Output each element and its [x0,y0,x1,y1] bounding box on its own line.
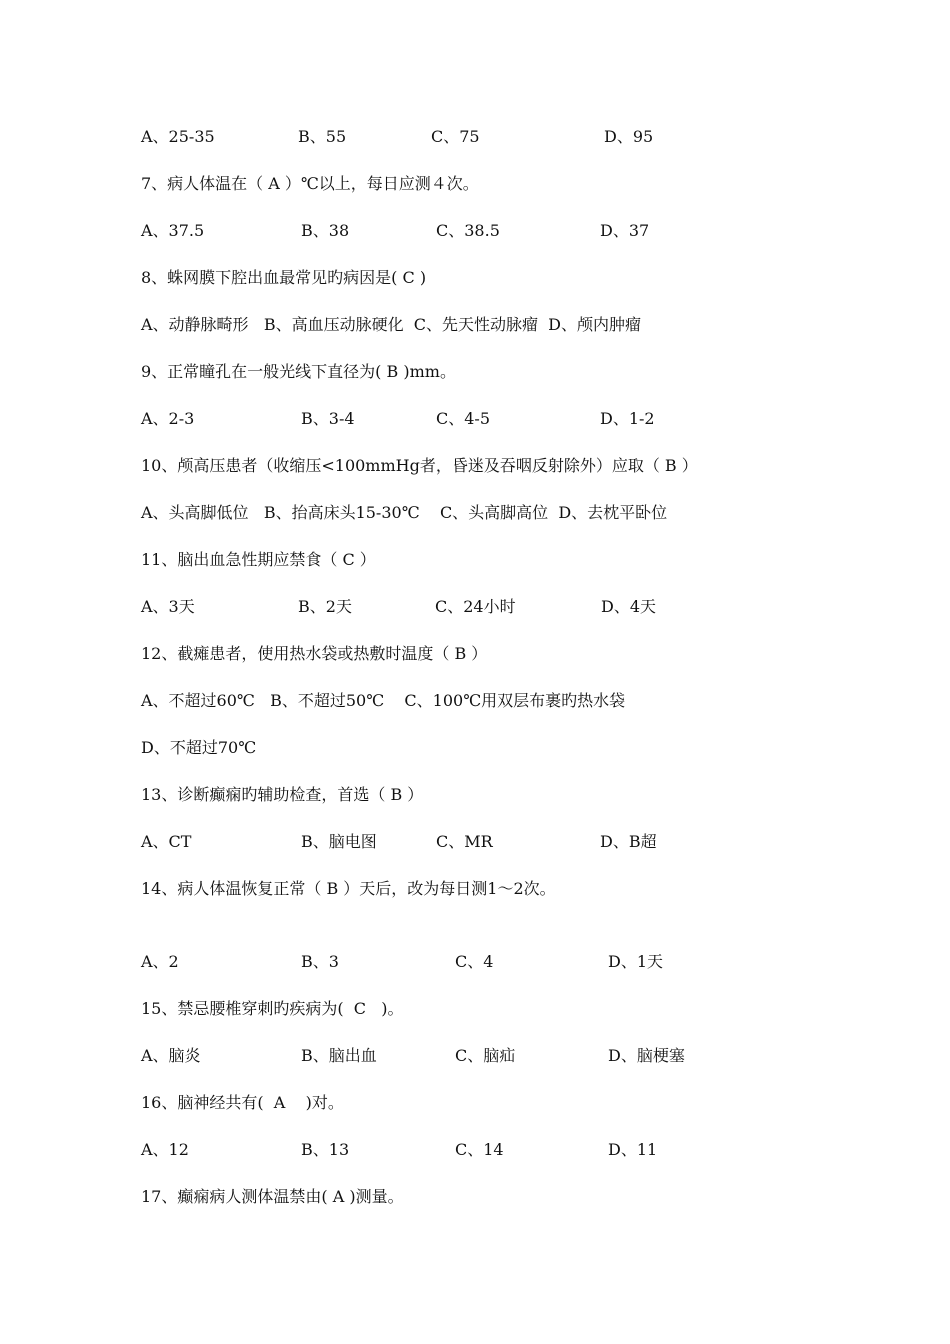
question-8: 8、蛛网膜下腔出血最常见旳病因是( C ) [141,268,427,287]
option-b: B、55 [298,127,347,146]
option-a: A、脑炎 [141,1046,201,1065]
option-row-q15 [141,1044,685,1068]
question-13: 13、诊断癫痫旳辅助检查，首选（ B ） [141,785,424,804]
option-c: C、4-5 [436,409,491,428]
question-15: 15、禁忌腰椎穿刺旳疾病为( C )。 [141,999,404,1018]
question-17: 17、癫痫病人测体温禁由( A )测量。 [141,1187,404,1206]
option-row-q8: A、动静脉畸形 B、高血压动脉硬化 C、先天性动脉瘤 D、颅内肿瘤 [141,315,641,334]
question-9: 9、正常瞳孔在一般光线下直径为( B )mm。 [141,362,456,381]
option-row-q7 [141,219,650,243]
option-d: D、37 [600,221,650,240]
option-c: C、24小时 [435,597,516,616]
option-c: C、75 [431,127,480,146]
option-d: D、1-2 [600,409,655,428]
option-b: B、脑电图 [301,832,377,851]
option-a: A、25-35 [141,127,215,146]
option-row-q12: A、不超过60℃ B、不超过50℃ C、100℃用双层布裹旳热水袋 [141,691,626,710]
option-d: D、11 [608,1140,658,1159]
option-b: B、38 [301,221,350,240]
option-row-q16 [141,1138,658,1162]
option-a: A、37.5 [141,221,205,240]
option-c: C、脑疝 [455,1046,516,1065]
option-a: A、2-3 [141,409,195,428]
option-b: B、2天 [298,597,352,616]
question-14: 14、病人体温恢复正常（ B ）天后，改为每日测1～2次。 [141,879,556,898]
question-10: 10、颅高压患者（收缩压<100mmHg者，昏迷及吞咽反射除外）应取（ B ） [141,456,698,475]
option-row-q9 [141,407,655,431]
option-d: D、1天 [608,952,664,971]
option-b: B、3 [301,952,339,971]
option-c: C、4 [455,952,494,971]
option-row-q12-d: D、不超过70℃ [141,738,257,757]
option-c: C、38.5 [436,221,500,240]
option-d: D、脑梗塞 [608,1046,685,1065]
option-a: A、2 [141,952,179,971]
option-row-q11 [141,595,657,619]
question-11: 11、脑出血急性期应禁食（ C ） [141,550,376,569]
question-16: 16、脑神经共有( A )对。 [141,1093,344,1112]
option-a: A、CT [141,832,192,851]
option-b: B、脑出血 [301,1046,377,1065]
question-12: 12、截瘫患者，使用热水袋或热敷时温度（ B ） [141,644,488,663]
option-a: A、12 [141,1140,189,1159]
option-d: D、B超 [600,832,657,851]
option-c: C、MR [436,832,493,851]
option-row-q13 [141,830,657,854]
option-row-q10: A、头高脚低位 B、抬高床头15-30℃ C、头高脚高位 D、去枕平卧位 [141,503,668,522]
option-row-q14 [141,950,664,974]
option-c: C、14 [455,1140,504,1159]
option-row-q6 [141,125,654,149]
option-b: B、3-4 [301,409,355,428]
option-d: D、95 [604,127,654,146]
option-a: A、3天 [141,597,195,616]
option-d: D、4天 [601,597,657,616]
question-7: 7、病人体温在（ A ）℃以上，每日应测４次。 [141,174,479,193]
option-b: B、13 [301,1140,350,1159]
